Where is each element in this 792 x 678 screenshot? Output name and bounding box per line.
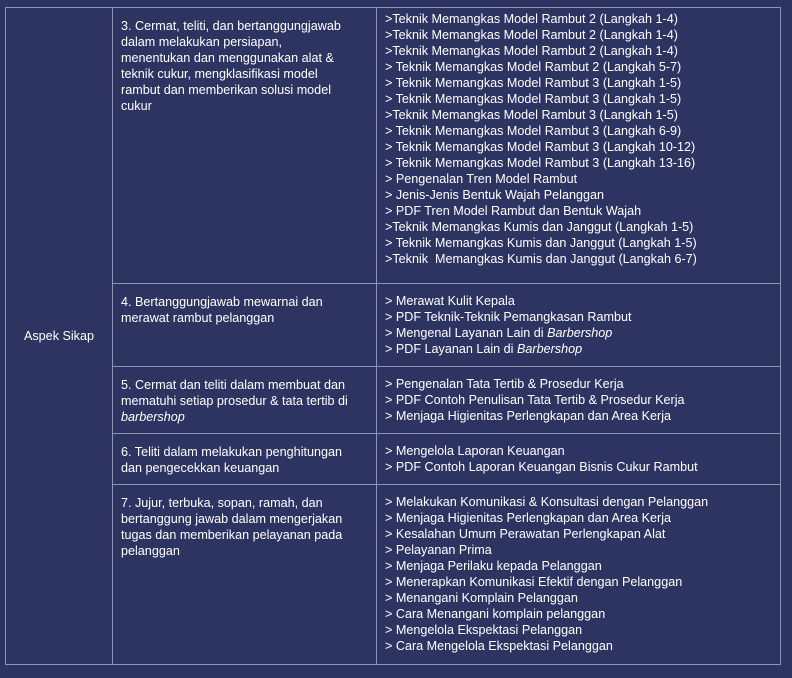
- material-item: [385, 123, 776, 139]
- material-item-part: > PDF Contoh Laporan Keuangan Bisnis Cukur Rambut: [385, 460, 698, 474]
- aspect-cell: [6, 8, 113, 665]
- material-item: [385, 43, 776, 59]
- material-item-part: > Menjaga Higienitas Perlengkapan dan Area Kerja: [385, 409, 671, 423]
- materials-list: [377, 284, 780, 361]
- material-item: [385, 203, 776, 219]
- competency-text: [113, 367, 376, 433]
- material-item: [385, 590, 776, 606]
- material-item-part: >Teknik Memangkas Model Rambut 2 (Langkah 1-4): [385, 44, 678, 58]
- competency-text-part: 5. Cermat dan teliti dalam membuat dan mematuhi setiap prosedur & tata tertib di: [121, 378, 348, 408]
- material-item: [385, 155, 776, 171]
- table-row: [6, 284, 781, 367]
- competency-text-part: 4. Bertanggungjawab mewarnai dan merawat rambut pelanggan: [121, 295, 323, 325]
- material-item: [385, 622, 776, 638]
- material-item: [385, 309, 776, 325]
- material-item-part: >Teknik Memangkas Model Rambut 2 (Langkah 1-4): [385, 12, 678, 26]
- material-item-part: > Pengenalan Tata Tertib & Prosedur Kerja: [385, 377, 624, 391]
- material-item: [385, 638, 776, 654]
- material-item: [385, 251, 776, 267]
- material-item: [385, 443, 776, 459]
- table-row: [6, 367, 781, 434]
- material-item-part: > Menjaga Perilaku kepada Pelanggan: [385, 559, 602, 573]
- material-item-part: > Merawat Kulit Kepala: [385, 294, 515, 308]
- materials-cell: [377, 485, 781, 665]
- competency-text: [113, 434, 376, 484]
- material-item: [385, 325, 776, 341]
- materials-cell: [377, 367, 781, 434]
- material-item-part: > PDF Tren Model Rambut dan Bentuk Wajah: [385, 204, 642, 218]
- material-item-part: >Teknik Memangkas Kumis dan Janggut (Langkah 1-5): [385, 220, 694, 234]
- material-item-part: Barbershop: [547, 326, 613, 340]
- competency-cell: [113, 485, 377, 665]
- materials-cell: [377, 284, 781, 367]
- aspect-label: Aspek Sikap: [23, 329, 94, 343]
- competency-cell: [113, 367, 377, 434]
- material-item-part: > PDF Contoh Penulisan Tata Tertib & Prosedur Kerja: [385, 393, 685, 407]
- material-item-part: > Menerapkan Komunikasi Efektif dengan Pelanggan: [385, 575, 683, 589]
- material-item-part: > Menjaga Higienitas Perlengkapan dan Area Kerja: [385, 511, 671, 525]
- material-item: [385, 171, 776, 187]
- material-item-part: > Mengelola Ekspektasi Pelanggan: [385, 623, 583, 637]
- competency-text: [113, 8, 376, 122]
- competency-text-part: 6. Teliti dalam melakukan penghitungan dan pengecekkan keuangan: [121, 445, 343, 475]
- material-item-part: > Teknik Memangkas Kumis dan Janggut (Langkah 1-5): [385, 236, 697, 250]
- competency-text-part: 3. Cermat, teliti, dan bertanggungjawab dalam melakukan persiapan, menentukan dan menggunakan alat & teknik cukur, mengklasifikasi model rambut dan memberikan solusi model cukur: [121, 19, 341, 113]
- material-item: [385, 542, 776, 558]
- material-item: [385, 459, 776, 475]
- material-item: [385, 107, 776, 123]
- material-item: [385, 376, 776, 392]
- materials-cell: [377, 8, 781, 284]
- material-item: [385, 526, 776, 542]
- material-item-part: > Teknik Memangkas Model Rambut 2 (Langkah 5-7): [385, 60, 682, 74]
- material-item: [385, 187, 776, 203]
- material-item-part: >Teknik Memangkas Model Rambut 3 (Langkah 1-5): [385, 108, 678, 122]
- material-item: [385, 59, 776, 75]
- material-item-part: > Teknik Memangkas Model Rambut 3 (Langkah 6-9): [385, 124, 682, 138]
- material-item-part: > Teknik Memangkas Model Rambut 3 (Langkah 13-16): [385, 156, 696, 170]
- material-item-part: Barbershop: [516, 342, 583, 356]
- material-item: [385, 293, 776, 309]
- competency-text-part: 7. Jujur, terbuka, sopan, ramah, dan bertanggung jawab dalam mengerjakan tugas dan memberikan pelayanan pada pelanggan: [121, 496, 343, 558]
- material-item-part: > PDF Teknik-Teknik Pemangkasan Rambut: [385, 310, 632, 324]
- material-item-part: > Teknik Memangkas Model Rambut 3 (Langkah 10-12): [385, 140, 696, 154]
- material-item: [385, 574, 776, 590]
- material-item-part: > Teknik Memangkas Model Rambut 3 (Langkah 1-5): [385, 92, 682, 106]
- materials-list: [377, 8, 780, 271]
- material-item: [385, 341, 776, 357]
- competency-cell: [113, 434, 377, 485]
- table-row: [6, 434, 781, 485]
- curriculum-table-body: [6, 8, 781, 665]
- competency-cell: [113, 8, 377, 284]
- material-item: [385, 139, 776, 155]
- material-item: [385, 494, 776, 510]
- material-item-part: > Cara Menangani komplain pelanggan: [385, 607, 606, 621]
- material-item-part: >Teknik Memangkas Kumis dan Janggut (Langkah 6-7): [385, 252, 697, 266]
- table-row: [6, 8, 781, 284]
- competency-text: [113, 284, 376, 334]
- table-row: [6, 485, 781, 665]
- material-item: [385, 235, 776, 251]
- material-item-part: > Mengenal Layanan Lain di: [385, 326, 548, 340]
- material-item: [385, 558, 776, 574]
- material-item: [385, 75, 776, 91]
- material-item: [385, 392, 776, 408]
- material-item-part: > Pengenalan Tren Model Rambut: [385, 172, 578, 186]
- material-item: [385, 606, 776, 622]
- material-item-part: > Pelayanan Prima: [385, 543, 492, 557]
- competency-text: [113, 485, 376, 567]
- material-item: [385, 408, 776, 424]
- material-item-part: >Teknik Memangkas Model Rambut 2 (Langkah 1-4): [385, 28, 678, 42]
- material-item: [385, 510, 776, 526]
- material-item-part: > Cara Mengelola Ekspektasi Pelanggan: [385, 639, 613, 653]
- competency-cell: [113, 284, 377, 367]
- material-item-part: > Kesalahan Umum Perawatan Perlengkapan Alat: [385, 527, 666, 541]
- material-item-part: > PDF Layanan Lain di: [385, 342, 517, 356]
- material-item-part: > Melakukan Komunikasi & Konsultasi dengan Pelanggan: [385, 495, 709, 509]
- material-item: [385, 91, 776, 107]
- material-item: [385, 11, 776, 27]
- materials-list: [377, 367, 780, 428]
- material-item-part: > Teknik Memangkas Model Rambut 3 (Langkah 1-5): [385, 76, 682, 90]
- curriculum-table: [5, 7, 781, 665]
- material-item-part: > Menangani Komplain Pelanggan: [385, 591, 578, 605]
- material-item-part: > Jenis-Jenis Bentuk Wajah Pelanggan: [385, 188, 605, 202]
- materials-list: [377, 485, 780, 658]
- materials-cell: [377, 434, 781, 485]
- material-item: [385, 27, 776, 43]
- material-item: [385, 219, 776, 235]
- material-item-part: > Mengelola Laporan Keuangan: [385, 444, 565, 458]
- competency-text-part: barbershop: [121, 410, 185, 424]
- materials-list: [377, 434, 780, 479]
